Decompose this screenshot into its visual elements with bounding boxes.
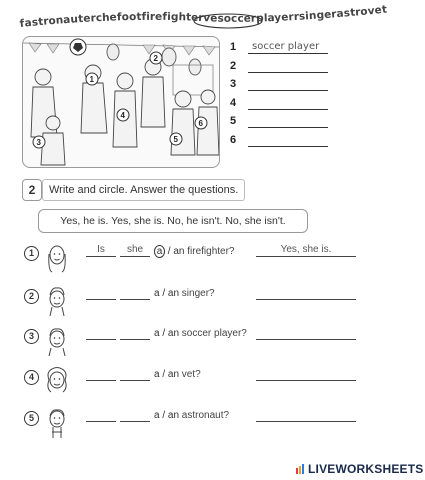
blank-2 — [120, 339, 150, 340]
boy-face-icon — [44, 405, 70, 439]
job-text: soccer player? — [179, 328, 247, 339]
article-choice — [154, 245, 235, 258]
article-an[interactable]: / an — [165, 246, 185, 257]
picture-label-4: 4 — [120, 111, 125, 120]
question-row-5 — [20, 405, 420, 445]
article-a[interactable]: a — [154, 410, 160, 421]
article-an[interactable]: / an — [159, 328, 180, 339]
answer-options-box: Yes, he is. Yes, she is. No, he isn't. No, she isn't. — [38, 209, 308, 233]
blank-1 — [86, 339, 116, 340]
snake-after: rsingerastrovet — [293, 3, 388, 24]
boy-face-icon — [44, 323, 70, 357]
answer-line — [248, 146, 328, 147]
short-answer[interactable]: Yes, she is. — [280, 244, 332, 255]
article-a[interactable]: a — [154, 288, 160, 299]
article-choice — [154, 410, 229, 421]
blank-1 — [86, 256, 116, 257]
short-answer-line — [256, 256, 356, 257]
question-row-3 — [20, 323, 420, 363]
answer-line — [248, 127, 328, 128]
question-row-4 — [20, 364, 420, 404]
article-a[interactable]: a — [154, 328, 160, 339]
answer-text[interactable]: soccer player — [252, 41, 320, 52]
answer-number: 2 — [230, 59, 237, 72]
party-illustration — [23, 37, 219, 167]
article-an[interactable]: / an — [159, 288, 180, 299]
article-a[interactable]: a — [154, 369, 160, 380]
article-choice — [154, 328, 247, 339]
answer-line — [248, 90, 328, 91]
blank-1 — [86, 380, 116, 381]
answer-line — [248, 109, 328, 110]
blank-1 — [86, 421, 116, 422]
logo-icon — [296, 464, 306, 474]
boy-face-icon — [44, 283, 70, 317]
blank-2 — [120, 256, 150, 257]
article-an[interactable]: / an — [159, 410, 180, 421]
answer-number: 6 — [230, 133, 237, 146]
liveworksheets-logo — [296, 462, 423, 476]
job-text: astronaut? — [179, 410, 230, 421]
word-snake — [0, 0, 425, 40]
section-number-badge: 2 — [22, 179, 42, 201]
answer-word-1[interactable]: Is — [97, 244, 105, 255]
short-answer-line — [256, 421, 356, 422]
blank-2 — [120, 421, 150, 422]
answer-line — [248, 53, 328, 54]
short-answer-line — [256, 339, 356, 340]
picture-label-1: 1 — [89, 75, 94, 84]
question-number: 2 — [24, 289, 39, 304]
logo-text: LIVEWORKSHEETS — [308, 462, 424, 476]
article-choice — [154, 288, 215, 299]
answer-number: 3 — [230, 78, 237, 91]
numbered-answer-list — [230, 41, 340, 153]
question-row-1 — [20, 240, 420, 280]
article-an[interactable]: / an — [159, 369, 180, 380]
blank-2 — [120, 380, 150, 381]
short-answer-line — [256, 380, 356, 381]
answer-row-1 — [230, 41, 340, 60]
question-number: 3 — [24, 329, 39, 344]
answer-number: 4 — [230, 96, 237, 109]
answer-row-3 — [230, 78, 340, 97]
short-answer-line — [256, 299, 356, 300]
girl-face-icon — [44, 364, 70, 398]
answer-row-5 — [230, 115, 340, 134]
picture-label-6: 6 — [198, 119, 203, 128]
picture-label-2: 2 — [153, 54, 158, 63]
answer-number: 5 — [230, 115, 237, 128]
question-number: 5 — [24, 411, 39, 426]
article-choice — [154, 369, 201, 380]
question-row-2 — [20, 283, 420, 323]
blank-1 — [86, 299, 116, 300]
job-text: firefighter? — [184, 246, 235, 257]
girl-face-icon — [44, 240, 70, 274]
snake-circled-word: soccerplayer — [217, 11, 295, 25]
snake-before: fastronauterchefootfirefighterve — [19, 10, 218, 30]
question-number: 1 — [24, 246, 39, 261]
answer-row-4 — [230, 97, 340, 116]
answer-row-2 — [230, 60, 340, 79]
answer-word-2[interactable]: she — [126, 244, 144, 255]
job-text: vet? — [179, 369, 201, 380]
answer-line — [248, 72, 328, 73]
picture-label-3: 3 — [36, 138, 41, 147]
word-snake-svg — [0, 0, 425, 40]
section-instruction: Write and circle. Answer the questions. — [42, 179, 245, 201]
blank-2 — [120, 299, 150, 300]
job-text: singer? — [179, 288, 215, 299]
party-picture — [22, 36, 220, 168]
picture-label-5: 5 — [173, 135, 178, 144]
answer-number: 1 — [230, 41, 237, 53]
article-a-circled[interactable]: a — [154, 245, 165, 258]
answer-row-6 — [230, 134, 340, 153]
question-number: 4 — [24, 370, 39, 385]
